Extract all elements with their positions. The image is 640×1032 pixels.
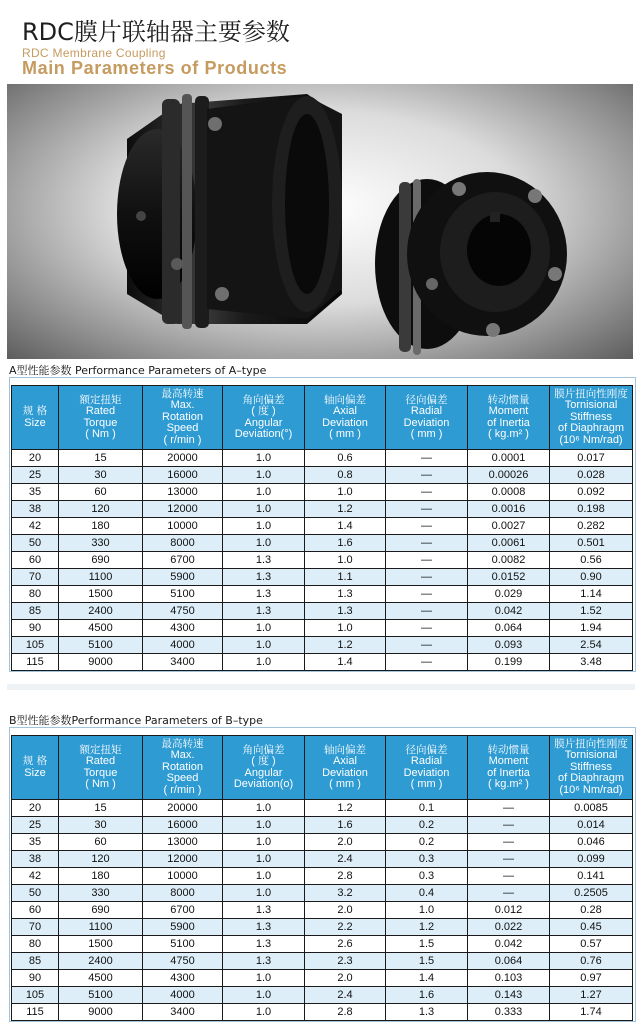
table-cell: — [386,569,468,586]
table-cell: — [468,834,550,851]
table-cell: 2400 [59,603,143,620]
page-subtitle-small: RDC Membrane Coupling [22,46,166,60]
table-cell: 2.0 [305,902,386,919]
table-cell: 180 [59,518,143,535]
table-cell: 42 [12,868,59,885]
column-header-en: Tornisional Stiffness of Diaphragm (10⁶ Nm/rad) [557,749,625,796]
table-cell: 0.333 [468,1004,550,1021]
table-row [12,800,633,817]
table-cell: 4300 [143,970,223,987]
column-header [468,736,550,800]
table-cell: 0.0085 [550,800,633,817]
column-header-cn: 转动惯量 [487,393,530,406]
table-cell: 0.97 [550,970,633,987]
table-cell: 20 [12,800,59,817]
table-row [12,902,633,919]
table-cell: 1.0 [223,868,305,885]
table-cell: 1.4 [305,654,386,671]
table-cell: — [468,817,550,834]
table-cell: 0.012 [468,902,550,919]
table-cell: 1.3 [305,603,386,620]
table-row [12,603,633,620]
table-cell: 0.90 [550,569,633,586]
table-cell: 1.94 [550,620,633,637]
table-cell: 0.1 [386,800,468,817]
table-cell: 4500 [59,970,143,987]
table-cell: 0.4 [386,885,468,902]
table-cell: 1.0 [223,501,305,518]
table-cell: 5900 [143,569,223,586]
table-cell: 180 [59,868,143,885]
table-cell: 0.56 [550,552,633,569]
table-row [12,484,633,501]
table-cell: 3.48 [550,654,633,671]
column-header-en: Max. Rotation Speed ( r/min ) [162,399,203,446]
table-row [12,953,633,970]
table-cell: 0.029 [468,586,550,603]
table-row [12,569,633,586]
section-divider [7,684,635,690]
table-cell: — [386,518,468,535]
column-header [59,736,143,800]
table-row [12,1004,633,1021]
column-header [143,386,223,450]
table-a-body [12,450,633,671]
table-cell: 1.5 [386,936,468,953]
column-header-en: Radial Deviation ( mm ) [403,755,450,790]
table-cell: 105 [12,987,59,1004]
table-cell: 1.1 [305,569,386,586]
column-header [305,736,386,800]
column-header [12,736,59,800]
table-cell: — [386,484,468,501]
table-cell: 5100 [59,637,143,654]
table-cell: 2.8 [305,868,386,885]
table-cell: 60 [12,552,59,569]
table-cell: 38 [12,501,59,518]
table-cell: 0.3 [386,851,468,868]
table-cell: 4500 [59,620,143,637]
column-header-en: Size [24,766,46,779]
table-cell: 1.0 [386,902,468,919]
column-header-en: Axial Deviation ( mm ) [322,755,368,790]
column-header-en: ( 度 ) Angular Deviation(o) [233,755,294,790]
table-cell: 0.0061 [468,535,550,552]
table-cell: 0.0082 [468,552,550,569]
table-cell: 0.103 [468,970,550,987]
table-cell: 330 [59,885,143,902]
table-row [12,868,633,885]
table-cell: 115 [12,654,59,671]
table-cell: 1.3 [386,1004,468,1021]
table-b-body [12,800,633,1021]
table-a [11,385,633,671]
column-header-cn: 角向偏差 [242,393,285,406]
table-cell: 90 [12,970,59,987]
table-cell: 3400 [143,1004,223,1021]
table-cell: 9000 [59,654,143,671]
table-cell: 1.0 [223,535,305,552]
table-cell: 1.0 [223,800,305,817]
table-cell: 0.199 [468,654,550,671]
table-row [12,936,633,953]
table-cell: 1.3 [223,603,305,620]
table-cell: 60 [59,484,143,501]
table-cell: 1.52 [550,603,633,620]
table-cell: 0.042 [468,603,550,620]
table-cell: 1.0 [305,484,386,501]
table-cell: 80 [12,586,59,603]
table-cell: 0.099 [550,851,633,868]
table-cell: 2.3 [305,953,386,970]
table-cell: — [468,851,550,868]
table-cell: 105 [12,637,59,654]
column-header-en: Moment of Inertia ( kg.m² ) [487,405,530,440]
table-cell: 1.0 [223,620,305,637]
table-row [12,620,633,637]
column-header-cn: 径向偏差 [405,393,448,406]
column-header-cn: 最高转速 [161,387,204,400]
table-cell: — [386,450,468,467]
column-header [143,736,223,800]
table-cell: 8000 [143,885,223,902]
table-cell: 1.3 [223,902,305,919]
table-cell: 85 [12,953,59,970]
table-cell: 2.0 [305,834,386,851]
table-cell: — [468,868,550,885]
table-cell: 0.45 [550,919,633,936]
column-header-en: Rated Torque ( Nm ) [83,755,118,790]
table-cell: 0.198 [550,501,633,518]
table-cell: 0.028 [550,467,633,484]
column-header-cn: 规 格 [22,755,48,767]
table-cell: — [386,501,468,518]
table-cell: 50 [12,885,59,902]
table-cell: 3400 [143,654,223,671]
table-cell: 0.141 [550,868,633,885]
table-cell: 1100 [59,919,143,936]
table-cell: — [386,637,468,654]
table-cell: 15 [59,800,143,817]
page-title: RDC膜片联轴器主要参数 [22,18,290,46]
column-header-en: Max. Rotation Speed ( r/min ) [162,749,203,796]
column-header [305,386,386,450]
column-header-cn: 轴向偏差 [324,743,366,756]
table-row [12,501,633,518]
table-cell: 1.14 [550,586,633,603]
table-cell: 1.0 [305,552,386,569]
table-cell: 1.3 [223,552,305,569]
table-row [12,851,633,868]
table-cell: — [386,535,468,552]
column-header-cn: 膜片扭向性刚度 [554,387,628,400]
page-header [22,18,622,77]
column-header [550,386,633,450]
table-cell: 0.093 [468,637,550,654]
table-cell: 1.0 [223,885,305,902]
table-cell: 1.0 [223,450,305,467]
column-header-cn: 转动惯量 [487,743,530,756]
column-header-en: Moment of Inertia ( kg.m² ) [487,755,530,790]
table-cell: 0.0152 [468,569,550,586]
table-row [12,885,633,902]
table-row [12,518,633,535]
table-b-header-row [12,736,633,800]
table-row [12,834,633,851]
table-cell: 42 [12,518,59,535]
table-cell: 0.143 [468,987,550,1004]
table-cell: 1.2 [386,919,468,936]
table-cell: 120 [59,851,143,868]
table-cell: 1.0 [223,817,305,834]
table-row [12,970,633,987]
table-cell: 30 [59,467,143,484]
table-b-label: B型性能参数Performance Parameters of B–type [9,714,263,727]
table-cell: 4000 [143,637,223,654]
table-cell: 8000 [143,535,223,552]
table-cell: 2400 [59,953,143,970]
table-cell: 2.2 [305,919,386,936]
table-cell: 0.2505 [550,885,633,902]
table-cell: 1.3 [223,586,305,603]
table-cell: 1.6 [386,987,468,1004]
table-cell: 690 [59,902,143,919]
table-cell: 1.0 [223,637,305,654]
table-cell: 0.3 [386,868,468,885]
table-cell: 20 [12,450,59,467]
table-cell: 330 [59,535,143,552]
table-cell: 0.0027 [468,518,550,535]
table-cell: 1.6 [305,817,386,834]
table-cell: 5100 [143,586,223,603]
table-row [12,919,633,936]
table-cell: — [386,654,468,671]
table-cell: 1.3 [223,953,305,970]
large-coupling-image [117,94,342,329]
table-cell: 2.0 [305,970,386,987]
column-header [386,736,468,800]
table-cell: 15 [59,450,143,467]
table-cell: 60 [12,902,59,919]
table-cell: 6700 [143,552,223,569]
table-cell: 4000 [143,987,223,1004]
column-header [223,736,305,800]
table-cell: 0.8 [305,467,386,484]
column-header-cn: 最高转速 [161,737,204,750]
column-header [12,386,59,450]
column-header [550,736,633,800]
table-cell: 0.00026 [468,467,550,484]
table-cell: — [386,603,468,620]
column-header-en: Size [24,416,46,429]
table-row [12,467,633,484]
table-cell: 1.6 [305,535,386,552]
table-cell: 0.046 [550,834,633,851]
table-cell: 1.5 [386,953,468,970]
table-cell: 0.76 [550,953,633,970]
table-cell: 1.74 [550,1004,633,1021]
table-cell: 1.0 [223,851,305,868]
page-subtitle-large: Main Parameters of Products [22,58,288,78]
table-cell: 0.042 [468,936,550,953]
table-cell: 30 [59,817,143,834]
table-cell: 1.0 [223,1004,305,1021]
table-cell: 2.4 [305,987,386,1004]
column-header-cn: 额定扭矩 [79,393,122,406]
table-cell: 2.8 [305,1004,386,1021]
table-b [11,735,633,1021]
table-cell: 35 [12,484,59,501]
table-row [12,535,633,552]
column-header-en: Radial Deviation ( mm ) [403,405,450,440]
column-header-cn: 膜片扭向性刚度 [554,737,628,750]
table-cell: 1.3 [223,569,305,586]
table-cell: 20000 [143,800,223,817]
table-cell: 0.6 [305,450,386,467]
column-header-en: ( 度 ) Angular Deviation(°) [234,405,293,440]
table-cell: 5900 [143,919,223,936]
table-cell: 1.4 [305,518,386,535]
column-header [59,386,143,450]
table-cell: 0.2 [386,834,468,851]
table-cell: — [468,885,550,902]
table-row [12,552,633,569]
table-cell: 2.4 [305,851,386,868]
table-cell: 12000 [143,851,223,868]
table-cell: 1.0 [223,654,305,671]
table-cell: 90 [12,620,59,637]
table-cell: 6700 [143,902,223,919]
table-cell: 0.064 [468,620,550,637]
table-cell: 1.0 [223,834,305,851]
column-header [468,386,550,450]
table-cell: 1.3 [223,936,305,953]
table-cell: 0.0001 [468,450,550,467]
table-cell: 70 [12,569,59,586]
table-cell: 1100 [59,569,143,586]
column-header-cn: 径向偏差 [405,743,448,756]
table-cell: 50 [12,535,59,552]
table-row [12,637,633,654]
table-row [12,987,633,1004]
table-cell: 1500 [59,936,143,953]
table-cell: 16000 [143,467,223,484]
table-cell: 1.0 [223,970,305,987]
table-cell: 70 [12,919,59,936]
table-cell: 25 [12,817,59,834]
table-cell: 0.022 [468,919,550,936]
table-cell: 0.0008 [468,484,550,501]
table-cell: 0.57 [550,936,633,953]
column-header-en: Rated Torque ( Nm ) [83,405,118,440]
small-coupling-image [375,172,567,355]
column-header [223,386,305,450]
table-cell: 0.0016 [468,501,550,518]
table-cell: 115 [12,1004,59,1021]
table-cell: 0.28 [550,902,633,919]
column-header-cn: 轴向偏差 [324,393,366,406]
table-cell: 4300 [143,620,223,637]
table-row [12,654,633,671]
table-cell: 0.017 [550,450,633,467]
table-cell: 0.014 [550,817,633,834]
table-cell: 0.064 [468,953,550,970]
table-row [12,817,633,834]
table-a-header-row [12,386,633,450]
table-cell: 85 [12,603,59,620]
table-cell: 60 [59,834,143,851]
table-cell: — [386,620,468,637]
table-cell: 80 [12,936,59,953]
column-header [386,386,468,450]
product-photo [7,84,633,359]
table-cell: 1.0 [223,518,305,535]
column-header-cn: 角向偏差 [242,743,285,756]
table-cell: 0.282 [550,518,633,535]
table-cell: — [386,586,468,603]
table-cell: — [386,467,468,484]
table-cell: 9000 [59,1004,143,1021]
table-cell: 1.0 [223,987,305,1004]
table-cell: 1.4 [386,970,468,987]
table-cell: 25 [12,467,59,484]
table-cell: 1.2 [305,800,386,817]
table-a-label: A型性能参数 Performance Parameters of A–type [9,364,267,377]
table-cell: 13000 [143,484,223,501]
table-cell: 1.0 [223,484,305,501]
table-cell: 0.501 [550,535,633,552]
table-cell: — [386,552,468,569]
table-row [12,586,633,603]
table-cell: 16000 [143,817,223,834]
table-cell: 10000 [143,868,223,885]
column-header-en: Tornisional Stiffness of Diaphragm (10⁶ Nm/rad) [557,399,625,446]
table-row [12,450,633,467]
table-cell: 5100 [59,987,143,1004]
table-cell: 690 [59,552,143,569]
table-cell: 4750 [143,953,223,970]
column-header-cn: 规 格 [22,405,48,417]
table-cell: 1.3 [223,919,305,936]
table-cell: 2.54 [550,637,633,654]
table-cell: — [468,800,550,817]
table-cell: 1.2 [305,501,386,518]
table-cell: 0.2 [386,817,468,834]
table-cell: 10000 [143,518,223,535]
table-cell: 4750 [143,603,223,620]
column-header-cn: 额定扭矩 [79,743,122,756]
table-cell: 1.0 [305,620,386,637]
table-cell: 13000 [143,834,223,851]
table-cell: 3.2 [305,885,386,902]
table-cell: 1500 [59,586,143,603]
table-cell: 1.3 [305,586,386,603]
table-cell: 120 [59,501,143,518]
table-cell: 12000 [143,501,223,518]
table-cell: 0.092 [550,484,633,501]
column-header-en: Axial Deviation ( mm ) [322,405,368,440]
table-cell: 1.2 [305,637,386,654]
table-cell: 1.27 [550,987,633,1004]
table-cell: 2.6 [305,936,386,953]
table-cell: 20000 [143,450,223,467]
table-cell: 35 [12,834,59,851]
table-cell: 38 [12,851,59,868]
table-cell: 5100 [143,936,223,953]
table-cell: 1.0 [223,467,305,484]
